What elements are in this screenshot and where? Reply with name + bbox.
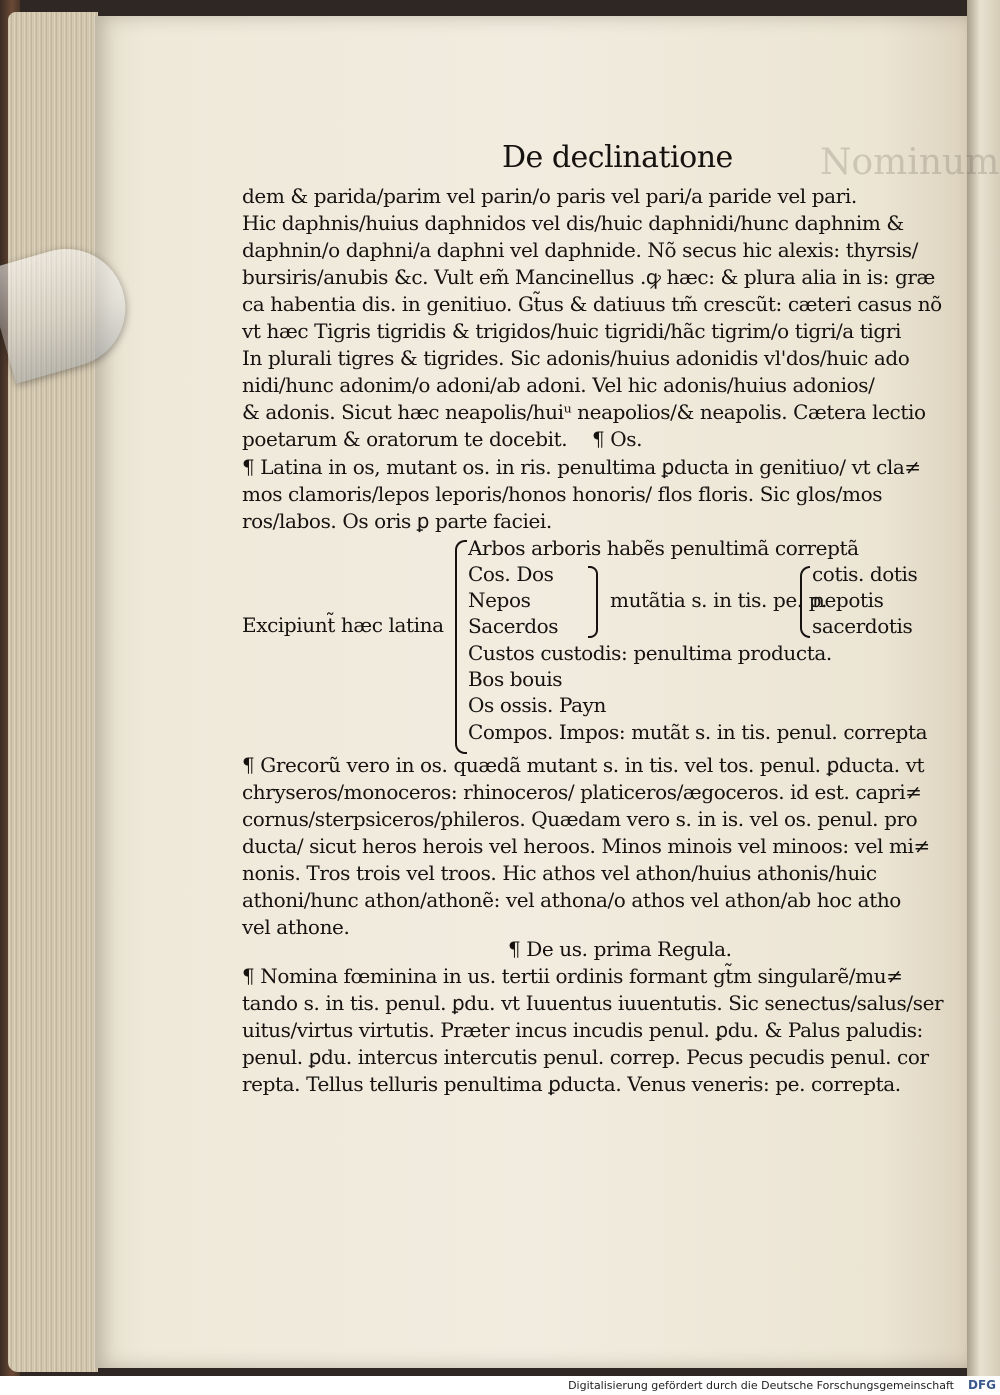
table-row: Custos custodis: penultima producta. <box>468 641 832 665</box>
text-line: bursiris/anubis &c. Vult em̃ Mancinellus .ꝙ hæc: & plura alia in is: græ <box>242 265 935 289</box>
text-line: uitus/virtus virtutis. Præter incus incudis penul. ꝑdu. & Palus paludis: <box>242 1018 923 1042</box>
text-line: vt hæc Tigris tigridis & trigidos/huic tigridi/hãc tigrim/o tigri/a tigri <box>242 319 901 343</box>
table-result: nepotis <box>812 588 884 612</box>
text-line: chryseros/monoceros: rhinoceros/ platiceros/ægoceros. id est. capri≠ <box>242 780 922 804</box>
text-line: repta. Tellus telluris penultima ꝑducta. Venus veneris: pe. correpta. <box>242 1072 901 1096</box>
table-label: Excipiunt̃ hæc latina <box>242 613 444 637</box>
text-line: athoni/hunc athon/athonẽ: vel athona/o athos vel athon/ab hoc atho <box>242 888 901 912</box>
text-line: & adonis. Sicut hæc neapolis/huiᵘ neapolios/& neapolis. Cætera lectio <box>242 400 926 424</box>
bleed-through-text: Nominum <box>820 142 1000 183</box>
text-line: ¶ Grecorũ vero in os. quædã mutant s. in tis. vel tos. penul. ꝑducta. vt <box>242 753 925 777</box>
text-line: In plurali tigres & tigrides. Sic adonis/huius adonidis vl'dos/huic ado <box>242 346 910 370</box>
funding-credit: Digitalisierung gefördert durch die Deutsche Forschungsgemeinschaft <box>568 1379 954 1392</box>
table-row: Os ossis. Payn <box>468 693 607 717</box>
table-rule: mutãtia s. in tis. pe. p. <box>610 588 828 612</box>
footer-bar <box>0 1376 1000 1395</box>
table-result: sacerdotis <box>812 614 913 638</box>
page-edges <box>8 12 98 1372</box>
running-head: De declinatione <box>502 140 733 175</box>
text-line: Hic daphnis/huius daphnidos vel dis/huic daphnidi/hunc daphnim & <box>242 211 904 235</box>
inner-brace <box>588 566 598 638</box>
table-row: Bos bouis <box>468 667 563 691</box>
dfg-logo: DFG <box>967 1378 996 1392</box>
text-line: ca habentia dis. in genitiuo. Gt̃us & datiuus tm̃ crescũt: cæteri casus nõ <box>242 292 942 316</box>
text-line: cornus/sterpsiceros/phileros. Quædam vero s. in is. vel os. penul. pro <box>242 807 918 831</box>
table-word: Nepos <box>468 588 531 612</box>
table-brace <box>455 540 467 754</box>
text-line: ducta/ sicut heros herois vel heroos. Minos minois vel minoos: vel mi≠ <box>242 834 930 858</box>
text-line: dem & parida/parim vel parin/o paris vel pari/a paride vel pari. <box>242 184 857 208</box>
text-line: ros/labos. Os oris ꝑ parte faciei. <box>242 509 552 533</box>
text-line: tando s. in tis. penul. ꝑdu. vt Iuuentus iuuentutis. Sic senectus/salus/ser <box>242 991 944 1015</box>
table-row: Compos. Impos: mutãt s. in tis. penul. correpta <box>468 720 928 744</box>
text-line: ¶ Nomina fœminina in us. tertii ordinis formant gt̃m singularẽ/mu≠ <box>242 964 903 988</box>
section-heading-us: ¶ De us. prima Regula. <box>508 937 732 961</box>
section-heading-os: ¶ Os. <box>592 427 643 451</box>
result-brace <box>800 566 810 638</box>
text-line: vel athone. <box>242 915 350 939</box>
text-line: penul. ꝑdu. intercus intercutis penul. correp. Pecus pecudis penul. cor <box>242 1045 929 1069</box>
text-line: daphnin/o daphni/a daphni vel daphnide. Nõ secus hic alexis: thyrsis/ <box>242 238 918 262</box>
table-row: Arbos arboris habẽs penultimã correptã <box>468 536 859 560</box>
text-line: nidi/hunc adonim/o adoni/ab adoni. Vel hic adonis/huius adonios/ <box>242 373 875 397</box>
facing-page-edge <box>967 0 1000 1376</box>
text-line: poetarum & oratorum te docebit. <box>242 427 568 451</box>
table-result: cotis. dotis <box>812 562 918 586</box>
text-line: ¶ Latina in os, mutant os. in ris. penultima ꝑducta in genitiuo/ vt cla≠ <box>242 455 921 479</box>
text-line: nonis. Tros trois vel troos. Hic athos vel athon/huius athonis/huic <box>242 861 877 885</box>
table-word: Cos. Dos <box>468 562 554 586</box>
text-line: mos clamoris/lepos leporis/honos honoris/ flos floris. Sic glos/mos <box>242 482 883 506</box>
table-word: Sacerdos <box>468 614 559 638</box>
